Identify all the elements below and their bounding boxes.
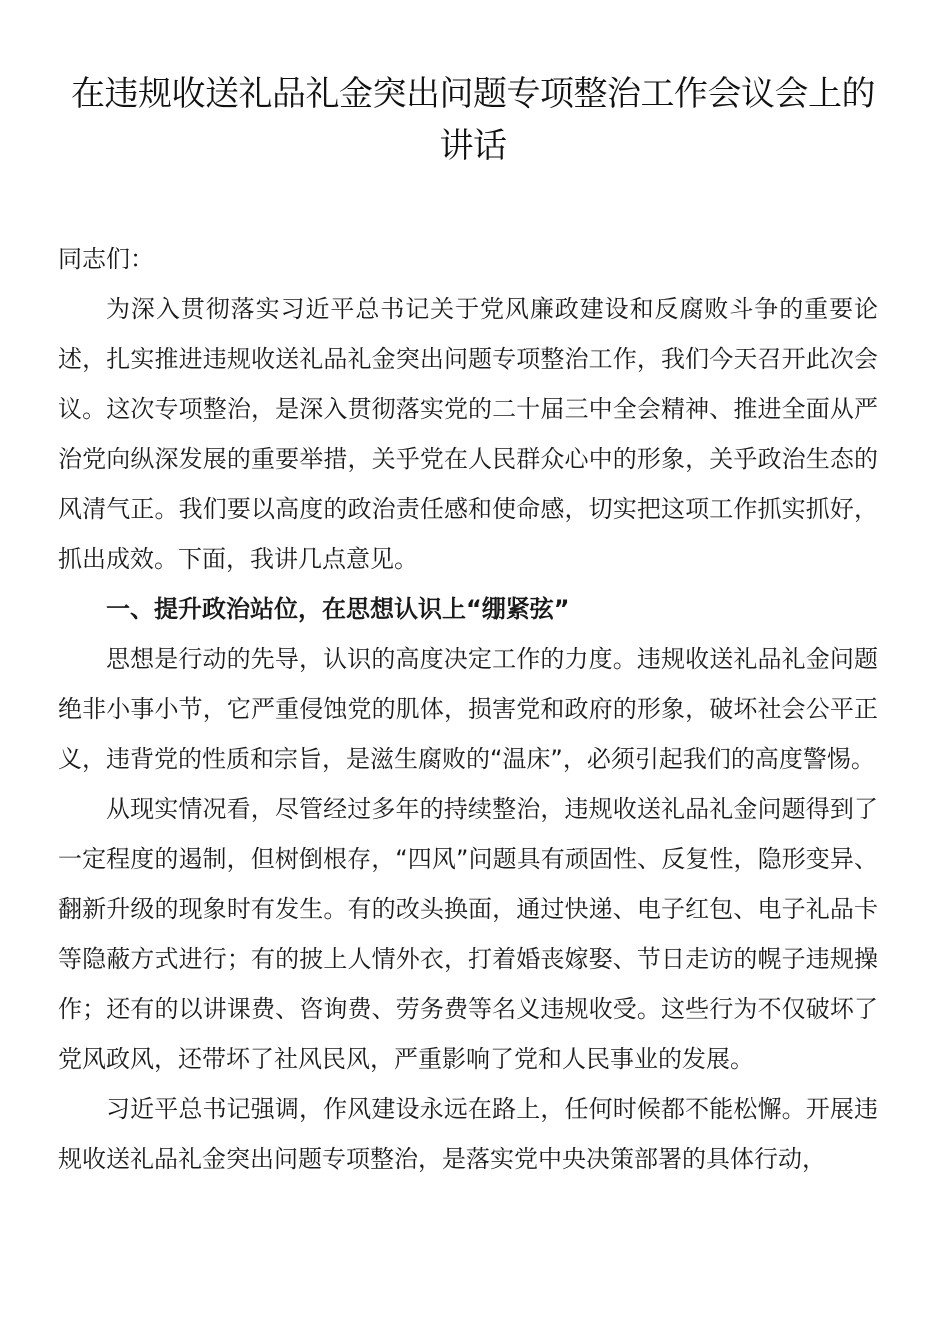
- section1-paragraph-2: 从现实情况看，尽管经过多年的持续整治，违规收送礼品礼金问题得到了一定程度的遏制，但树倒根存，“四风”问题具有顽固性、反复性，隐形变异、翻新升级的现象时有发生。有的改头换面，通过快递、电子红包、电子礼品卡等隐蔽方式进行；有的披上人情外衣，打着婚丧嫁娶、节日走访的幌子违规操作；还有的以讲课费、咨询费、劳务费等名义违规收受。这些行为不仅破坏了党风政风，还带坏了社风民风，严重影响了党和人民事业的发展。: [58, 795, 878, 1073]
- section-heading-1: 一、提升政治站位，在思想认识上“绷紧弦”: [106, 595, 570, 623]
- opening-paragraph: 为深入贯彻落实习近平总书记关于党风廉政建设和反腐败斗争的重要论述，扎实推进违规收送礼品礼金突出问题专项整治工作，我们今天召开此次会议。这次专项整治，是深入贯彻落实党的二十届三中全会精神、推进全面从严治党向纵深发展的重要举措，关乎党在人民群众心中的形象，关乎政治生态的风清气正。我们要以高度的政治责任感和使命感，切实把这项工作抓实抓好，抓出成效。下面，我讲几点意见。: [58, 295, 878, 573]
- document-title: 在违规收送礼品礼金突出问题专项整治工作会议会上的讲话: [71, 74, 875, 166]
- section1-paragraph-3: 习近平总书记强调，作风建设永远在路上，任何时候都不能松懈。开展违规收送礼品礼金突出问题专项整治，是落实党中央决策部署的具体行动，: [58, 1095, 878, 1173]
- salutation: 同志们：: [58, 245, 154, 273]
- section1-paragraph-1: 思想是行动的先导，认识的高度决定工作的力度。违规收送礼品礼金问题绝非小事小节，它严重侵蚀党的肌体，损害党和政府的形象，破坏社会公平正义，违背党的性质和宗旨，是滋生腐败的“温床”，必须引起我们的高度警惕。: [58, 645, 878, 773]
